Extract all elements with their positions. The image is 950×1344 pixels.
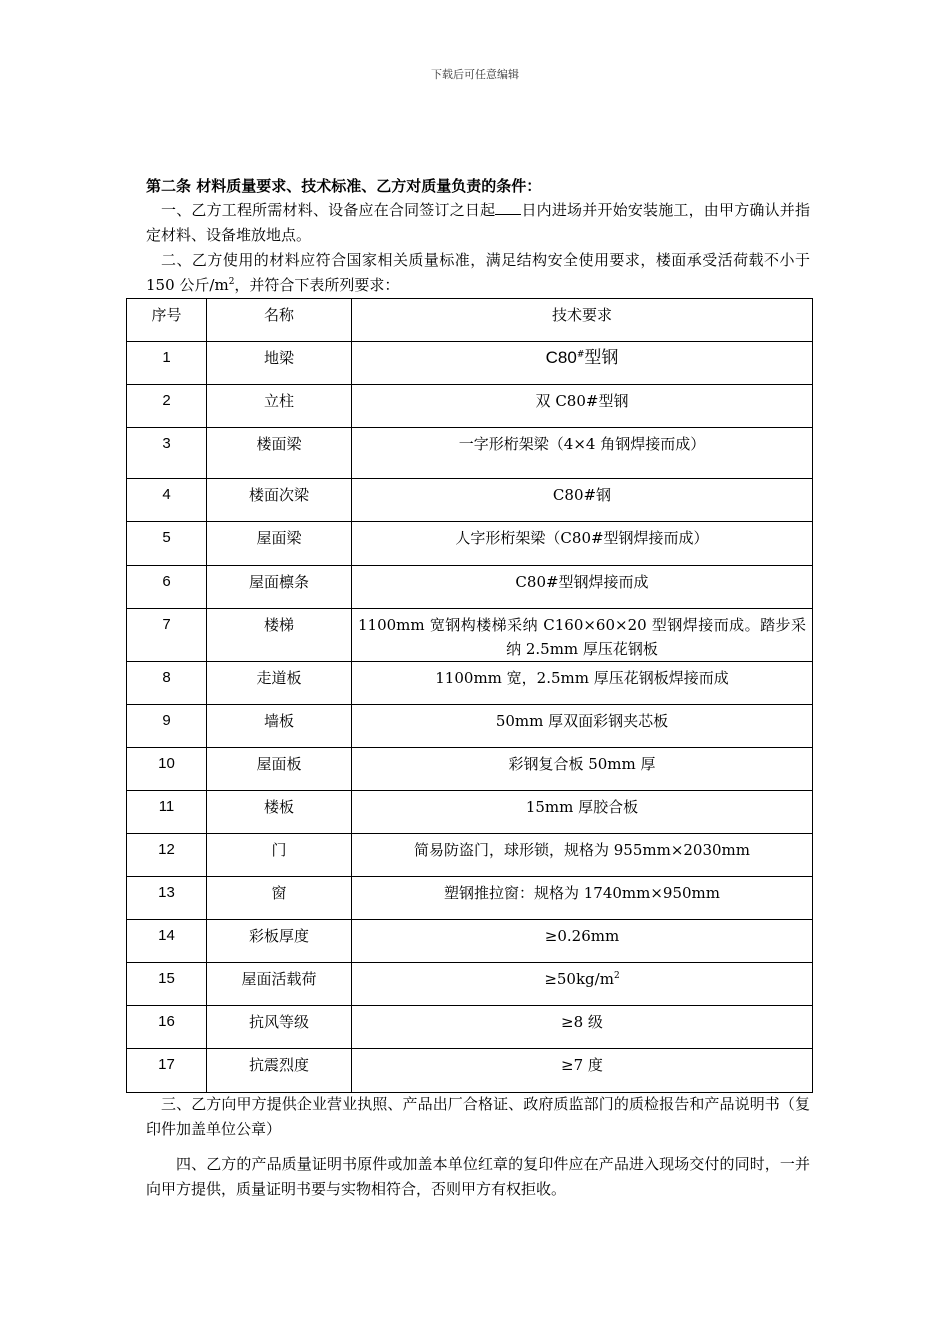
table-row: [127, 385, 813, 428]
row-number: 11: [127, 791, 207, 834]
row-number: 13: [127, 877, 207, 920]
table-row: [127, 920, 813, 963]
row-name: 彩板厚度: [207, 920, 352, 963]
table-row: [127, 791, 813, 834]
requirement-text: C80#型钢焊接而成: [515, 573, 649, 591]
row-number: 3: [127, 428, 207, 479]
requirement-text: 彩钢复合板 50mm 厚: [508, 755, 656, 773]
paragraph-1-after: 日内进场并开始安装施工，由甲方确认并指定材料、设备堆放地点。: [146, 201, 810, 244]
row-number: 8: [127, 662, 207, 705]
row-name: 立柱: [207, 385, 352, 428]
table-row: [127, 522, 813, 566]
row-name: 门: [207, 834, 352, 877]
row-requirement: [352, 877, 813, 920]
requirement-text: 简易防盗门，球形锁，规格为 955mm×2030mm: [413, 841, 751, 859]
header-name: 名称: [207, 299, 352, 342]
row-number: 15: [127, 963, 207, 1006]
row-requirement: [352, 834, 813, 877]
table-row: [127, 705, 813, 748]
row-name: 屋面檩条: [207, 566, 352, 609]
paragraph-2-before: 二、乙方使用的材料应符合国家相关质量标准，满足结构安全使用要求，楼面承受活荷载不小于 150 公斤/m: [146, 251, 810, 294]
requirement-text: 1100mm 宽，2.5mm 厚压花钢板焊接而成: [435, 669, 729, 687]
requirement-text: 1100mm 宽钢构楼梯采纳 C160×60×20 型钢焊接而成。踏步采纳 2.5mm 厚压花钢板: [358, 616, 806, 658]
row-requirement: [352, 522, 813, 566]
row-number: 6: [127, 566, 207, 609]
paragraph-2: [146, 248, 810, 298]
row-requirement: [352, 479, 813, 522]
row-name: 抗震烈度: [207, 1049, 352, 1093]
row-name: 走道板: [207, 662, 352, 705]
row-name: 屋面板: [207, 748, 352, 791]
table-row: [127, 428, 813, 479]
table-row: [127, 342, 813, 385]
row-requirement: [352, 1049, 813, 1093]
row-requirement: [352, 705, 813, 748]
row-name: 楼面梁: [207, 428, 352, 479]
requirement-text: 一字形桁架梁（4×4 角钢焊接而成）: [458, 435, 706, 453]
requirement-text: ≥8 级: [561, 1013, 603, 1031]
table-row: [127, 963, 813, 1006]
blank-days: [495, 201, 521, 215]
row-name: 墙板: [207, 705, 352, 748]
requirement-sup: 2: [613, 971, 620, 981]
table-row: [127, 1006, 813, 1049]
row-name: 地梁: [207, 342, 352, 385]
paragraph-2-after: ，并符合下表所列要求：: [234, 276, 400, 294]
row-number: 10: [127, 748, 207, 791]
header-req: 技术要求: [352, 299, 813, 342]
table-row: [127, 1049, 813, 1093]
row-number: 2: [127, 385, 207, 428]
table-row: [127, 479, 813, 522]
row-name: 屋面梁: [207, 522, 352, 566]
table-row: [127, 748, 813, 791]
paragraph-1: [146, 198, 810, 248]
row-requirement: [352, 662, 813, 705]
row-name: 窗: [207, 877, 352, 920]
requirement-text: C80#钢: [552, 486, 612, 504]
header-note: 下载后可任意编辑: [431, 68, 519, 81]
requirement-text: C80: [545, 348, 577, 367]
row-number: 1: [127, 342, 207, 385]
row-requirement: [352, 385, 813, 428]
requirement-text: ≥7 度: [561, 1056, 603, 1074]
row-number: 9: [127, 705, 207, 748]
row-name: 抗风等级: [207, 1006, 352, 1049]
spec-table: [126, 298, 813, 1093]
table-row: [127, 834, 813, 877]
row-name: 屋面活载荷: [207, 963, 352, 1006]
requirement-sup: #: [576, 350, 585, 360]
table-header-row: [127, 299, 813, 342]
row-number: 5: [127, 522, 207, 566]
row-name: 楼梯: [207, 609, 352, 662]
row-number: 12: [127, 834, 207, 877]
row-number: 17: [127, 1049, 207, 1093]
row-requirement: [352, 428, 813, 479]
table-row: [127, 566, 813, 609]
row-requirement: [352, 1006, 813, 1049]
requirement-text: ≥50kg/m: [544, 970, 614, 988]
paragraph-2-sup: 2: [228, 277, 235, 287]
requirement-text: 人字形桁架梁（C80#型钢焊接而成）: [455, 529, 709, 547]
requirement-text: 塑钢推拉窗：规格为 1740mm×950mm: [443, 884, 721, 902]
row-number: 7: [127, 609, 207, 662]
table-row: [127, 877, 813, 920]
requirement-text: 15mm 厚胶合板: [525, 798, 639, 816]
row-requirement: [352, 609, 813, 662]
requirement-text: 50mm 厚双面彩钢夹芯板: [495, 712, 669, 730]
row-requirement: [352, 342, 813, 385]
row-number: 14: [127, 920, 207, 963]
row-number: 16: [127, 1006, 207, 1049]
row-name: 楼板: [207, 791, 352, 834]
paragraph-4: 四、乙方的产品质量证明书原件或加盖本单位红章的复印件应在产品进入现场交付的同时，一并向甲方提供，质量证明书要与实物相符合，否则甲方有权拒收。: [146, 1155, 810, 1198]
section-title: 第二条 材料质量要求、技术标准、乙方对质量负责的条件：: [146, 177, 542, 195]
row-requirement: [352, 920, 813, 963]
row-requirement: [352, 566, 813, 609]
row-requirement: [352, 963, 813, 1006]
requirement-text: 双 C80#型钢: [535, 392, 629, 410]
table-row: [127, 662, 813, 705]
paragraph-3: 三、乙方向甲方提供企业营业执照、产品出厂合格证、政府质监部门的质检报告和产品说明书（复印件加盖单位公章）: [146, 1095, 810, 1138]
row-name: 楼面次梁: [207, 479, 352, 522]
header-no: 序号: [127, 299, 207, 342]
requirement-tail: 型钢: [584, 348, 619, 368]
document-body: [146, 174, 810, 298]
row-requirement: [352, 748, 813, 791]
table-row: [127, 609, 813, 662]
row-number: 4: [127, 479, 207, 522]
requirement-text: ≥0.26mm: [544, 927, 620, 945]
paragraph-1-before: 一、乙方工程所需材料、设备应在合同签订之日起: [161, 201, 496, 219]
row-requirement: [352, 791, 813, 834]
document-footer-paragraphs: [146, 1092, 810, 1202]
